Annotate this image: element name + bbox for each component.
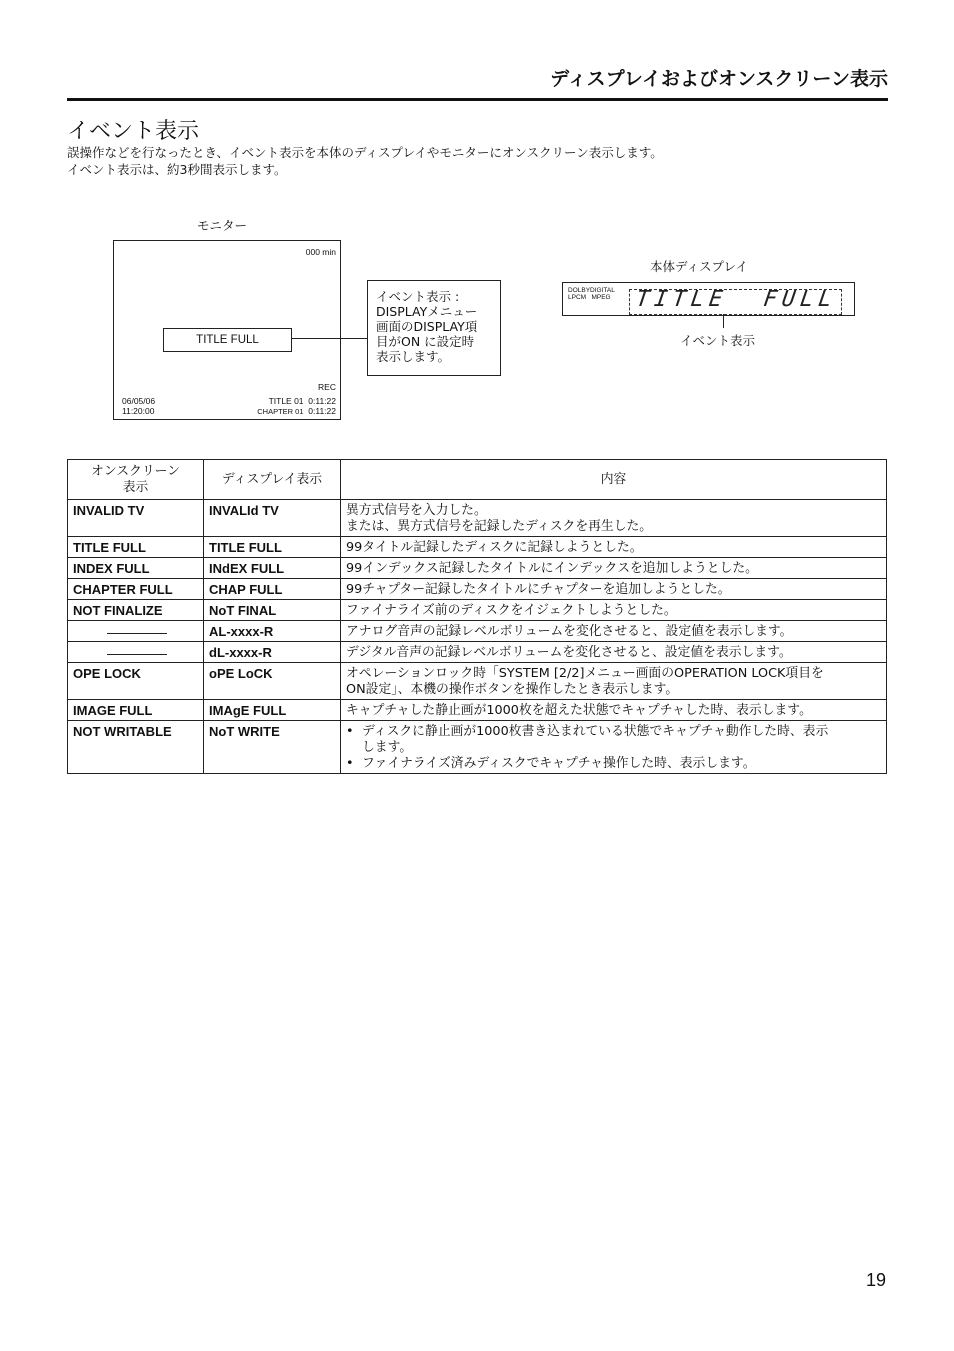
display-cell: AL-xxxx-R xyxy=(204,621,341,642)
format-indicator: LPCM MPEG xyxy=(568,294,611,301)
content-cell xyxy=(341,500,887,537)
display-cell: INVALId TV xyxy=(204,500,341,537)
content-line: 異方式信号を入力した。 xyxy=(346,503,487,518)
intro-line: イベント表示は、約3秒間表示します。 xyxy=(67,162,287,177)
chapter-readout xyxy=(257,406,336,417)
onscreen-cell: NOT WRITABLE xyxy=(68,721,204,774)
table-header-row xyxy=(68,460,887,500)
segment-display-text: TITLE FULL xyxy=(634,287,839,312)
content-line: オペレーションロック時「SYSTEM [2/2]メニュー画面のOPERATION LOCK項目を xyxy=(346,666,824,681)
empty-dash xyxy=(107,633,167,634)
table-row xyxy=(68,537,887,558)
empty-dash xyxy=(107,654,167,655)
content-line: ON設定」、本機の操作ボタンを操作したとき表示します。 xyxy=(346,682,679,697)
table-row xyxy=(68,663,887,700)
onscreen-cell: INDEX FULL xyxy=(68,558,204,579)
display-cell: CHAP FULL xyxy=(204,579,341,600)
callout-line: 目がON に設定時 xyxy=(376,334,475,349)
table-row xyxy=(68,600,887,621)
onscreen-cell: OPE LOCK xyxy=(68,663,204,700)
callout-line: 表示します。 xyxy=(376,349,451,364)
onscreen-cell-empty xyxy=(68,642,204,663)
table-row xyxy=(68,642,887,663)
content-cell: 99インデックス記録したタイトルにインデックスを追加しようとした。 xyxy=(341,558,887,579)
chapter-time: 0:11:22 xyxy=(308,406,336,416)
event-table xyxy=(67,459,887,774)
intro-text xyxy=(67,144,663,178)
callout-connector xyxy=(291,338,367,339)
table-row xyxy=(68,700,887,721)
bullet-text xyxy=(362,724,828,756)
front-display-label: 本体ディスプレイ xyxy=(650,259,748,274)
bullet-line: ディスクに静止画が1000枚書き込まれている状態でキャプチャ動作した時、表示 xyxy=(362,724,829,739)
time-readout: 11:20:00 xyxy=(122,406,155,416)
monitor-label: モニター xyxy=(197,218,248,233)
content-cell: 99タイトル記録したディスクに記録しようとした。 xyxy=(341,537,887,558)
bullet-line: します。 xyxy=(362,740,413,755)
table-row xyxy=(68,621,887,642)
bullet-dot: • xyxy=(346,724,354,739)
table-row xyxy=(68,721,887,774)
time-remaining: 000 min xyxy=(305,247,336,257)
event-section-title: イベント表示 xyxy=(67,119,200,144)
section-header: ディスプレイおよびオンスクリーン表示 xyxy=(550,68,888,90)
display-event-label: イベント表示 xyxy=(680,333,756,348)
monitor-event-text: TITLE FULL xyxy=(163,328,292,352)
content-cell xyxy=(341,663,887,700)
callout-line: DISPLAYメニュー xyxy=(376,304,478,319)
display-cell: dL-xxxx-R xyxy=(204,642,341,663)
display-cell: TITLE FULL xyxy=(204,537,341,558)
bullet-item xyxy=(346,756,881,772)
table-row xyxy=(68,500,887,537)
content-cell: 99チャプター記録したタイトルにチャプターを追加しようとした。 xyxy=(341,579,887,600)
header-rule xyxy=(67,98,888,101)
content-line: または、異方式信号を記録したディスクを再生した。 xyxy=(346,519,653,534)
intro-line: 誤操作などを行なったとき、イベント表示を本体のディスプレイやモニターにオンスクリーン表示します。 xyxy=(67,145,663,160)
onscreen-cell: INVALID TV xyxy=(68,500,204,537)
title-readout: TITLE 01 0:11:22 xyxy=(268,396,336,406)
bullet-item xyxy=(346,724,881,756)
callout-line: 画面のDISPLAY項 xyxy=(376,319,478,334)
display-cell: IMAgE FULL xyxy=(204,700,341,721)
onscreen-cell-empty xyxy=(68,621,204,642)
content-cell: デジタル音声の記録レベルボリュームを変化させると、設定値を表示します。 xyxy=(341,642,887,663)
onscreen-cell: CHAPTER FULL xyxy=(68,579,204,600)
callout-line: イベント表示 : xyxy=(376,289,460,304)
header-content: 内容 xyxy=(341,460,887,500)
onscreen-cell: IMAGE FULL xyxy=(68,700,204,721)
bullet-dot: • xyxy=(346,756,354,771)
page-number: 19 xyxy=(865,1270,886,1290)
header-onscreen xyxy=(68,460,204,500)
event-pointer-line xyxy=(723,314,724,328)
dolby-indicator: DOLBYDIGITAL xyxy=(568,287,615,294)
header-onscreen-line: 表示 xyxy=(122,479,149,495)
content-cell: キャプチャした静止画が1000枚を超えた状態でキャプチャした時、表示します。 xyxy=(341,700,887,721)
date-readout: 06/05/06 xyxy=(122,396,156,406)
onscreen-cell: NOT FINALIZE xyxy=(68,600,204,621)
table-row xyxy=(68,558,887,579)
bullet-text: ファイナライズ済みディスクでキャプチャ操作した時、表示します。 xyxy=(362,756,756,771)
onscreen-cell: TITLE FULL xyxy=(68,537,204,558)
table-row xyxy=(68,579,887,600)
header-onscreen-line: オンスクリーン xyxy=(91,463,180,479)
content-cell: アナログ音声の記録レベルボリュームを変化させると、設定値を表示します。 xyxy=(341,621,887,642)
rec-indicator: REC xyxy=(318,382,336,392)
display-cell: oPE LoCK xyxy=(204,663,341,700)
event-callout xyxy=(367,280,501,376)
display-cell: NoT WRITE xyxy=(204,721,341,774)
display-cell: NoT FINAL xyxy=(204,600,341,621)
display-cell: INdEX FULL xyxy=(204,558,341,579)
header-display: ディスプレイ表示 xyxy=(204,460,341,500)
content-cell xyxy=(341,721,887,774)
chapter-label: CHAPTER 01 xyxy=(257,407,304,416)
content-cell: ファイナライズ前のディスクをイジェクトしようとした。 xyxy=(341,600,887,621)
